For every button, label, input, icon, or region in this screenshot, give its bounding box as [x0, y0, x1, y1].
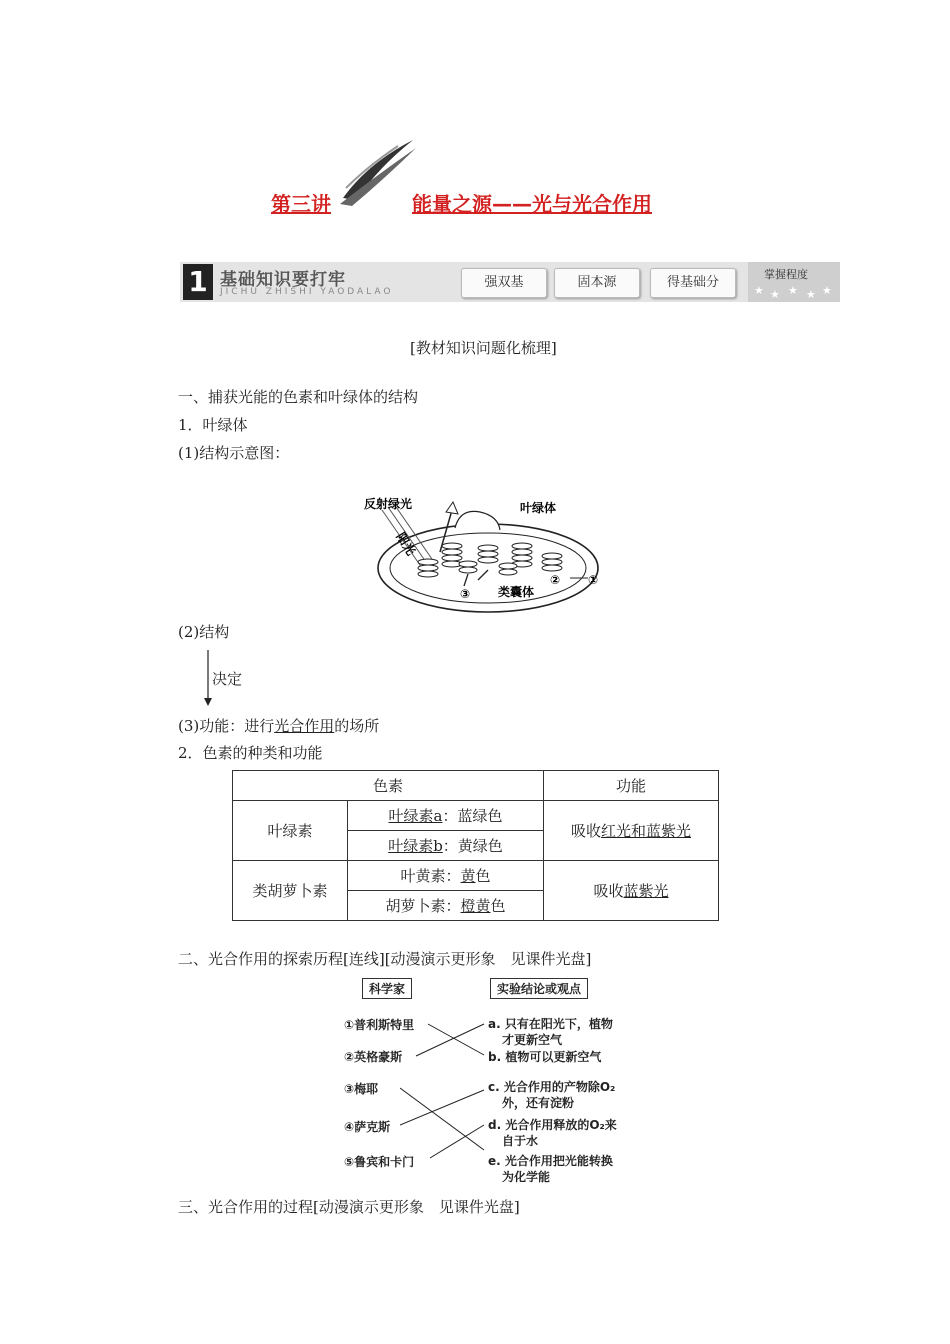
- scientist-2: ②英格豪斯: [344, 1050, 403, 1064]
- head-function: 功能: [544, 771, 719, 801]
- sec1-diagram-label: (1)结构示意图：: [178, 444, 290, 462]
- btn-strengthen[interactable]: 强双基: [461, 268, 547, 298]
- pigment-table: [232, 770, 719, 921]
- cell-chlorophyll: 叶绿素: [233, 801, 348, 861]
- conclusion-header: 实验结论或观点: [490, 978, 588, 999]
- btn-basic-score[interactable]: 得基础分: [650, 268, 736, 298]
- star-icon: ★: [770, 288, 780, 301]
- head-pigment: 色素: [233, 771, 544, 801]
- banner-title: 基础知识要打牢: [220, 270, 346, 290]
- answer-photosynthesis: 光合作用: [274, 717, 335, 735]
- cell-carotene: 胡萝卜素：橙黄色: [348, 891, 544, 921]
- scientist-1: ①普利斯特里: [344, 1018, 415, 1032]
- cell-chlb: 叶绿素b：黄绿色: [348, 831, 544, 861]
- sec1-function: (3)功能：进行光合作用的场所: [178, 717, 380, 735]
- conclusion-b: b. 植物可以更新空气: [488, 1050, 602, 1064]
- sec1-item1: 1．叶绿体: [178, 416, 248, 434]
- lecture-number: 第三讲: [271, 192, 331, 216]
- cell-xanthophyll: 叶黄素：黄色: [348, 861, 544, 891]
- star-icon: ★: [806, 288, 816, 301]
- label-reflect: 反射绿光: [364, 497, 413, 511]
- sec1-structure: (2)结构: [178, 623, 230, 641]
- page-title: 能量之源——光与光合作用: [412, 192, 652, 216]
- banner-pinyin: JICHU ZHISHI YAODALAO: [220, 287, 394, 297]
- conclusion-a: a. 只有在阳光下，植物 才更新空气: [488, 1017, 613, 1047]
- subtitle: [教材知识问题化梳理]: [410, 339, 557, 357]
- matching-lines: [400, 1010, 490, 1170]
- cell-chl-function: 吸收红光和蓝紫光: [544, 801, 719, 861]
- scientist-3: ③梅耶: [344, 1082, 379, 1096]
- cell-carotenoid: 类胡萝卜素: [233, 861, 348, 921]
- mastery-label: 掌握程度: [764, 268, 808, 281]
- chloroplast-diagram: [360, 490, 610, 615]
- section-banner: [180, 262, 840, 302]
- cell-chla: 叶绿素a：蓝绿色: [348, 801, 544, 831]
- label-m3: ③: [460, 587, 471, 601]
- cell-car-function: 吸收蓝紫光: [544, 861, 719, 921]
- mastery-box: [748, 262, 840, 302]
- label-chloroplast: 叶绿体: [520, 501, 557, 515]
- conclusion-d: d. 光合作用释放的O₂来 自于水: [488, 1118, 617, 1148]
- scientist-4: ④萨克斯: [344, 1120, 391, 1134]
- star-icon: ★: [788, 284, 798, 297]
- sec4-heading: 三、光合作用的过程[动漫演示更形象 见课件光盘]: [178, 1198, 520, 1216]
- label-thylakoid: 类囊体: [498, 585, 535, 599]
- decide-label: 决定: [212, 670, 243, 688]
- sec3-heading: 二、光合作用的探索历程[连线][动漫演示更形象 见课件光盘]: [178, 950, 592, 968]
- label-sun: 阳光: [393, 530, 419, 558]
- sec2-heading: 2．色素的种类和功能: [178, 744, 323, 762]
- scientist-header: 科学家: [362, 978, 412, 999]
- scientist-5: ⑤鲁宾和卡门: [344, 1155, 415, 1169]
- banner-number: 1: [183, 264, 213, 300]
- sec1-heading: 一、捕获光能的色素和叶绿体的结构: [178, 388, 419, 406]
- conclusion-c: c. 光合作用的产物除O₂ 外，还有淀粉: [488, 1080, 616, 1110]
- label-m1: ①: [588, 573, 599, 587]
- star-icon: ★: [822, 284, 832, 297]
- swoosh-decoration: [338, 138, 418, 208]
- btn-consolidate[interactable]: 固本源: [554, 268, 640, 298]
- star-icon: ★: [754, 284, 764, 297]
- conclusion-e: e. 光合作用把光能转换 为化学能: [488, 1154, 613, 1184]
- label-m2: ②: [550, 573, 561, 587]
